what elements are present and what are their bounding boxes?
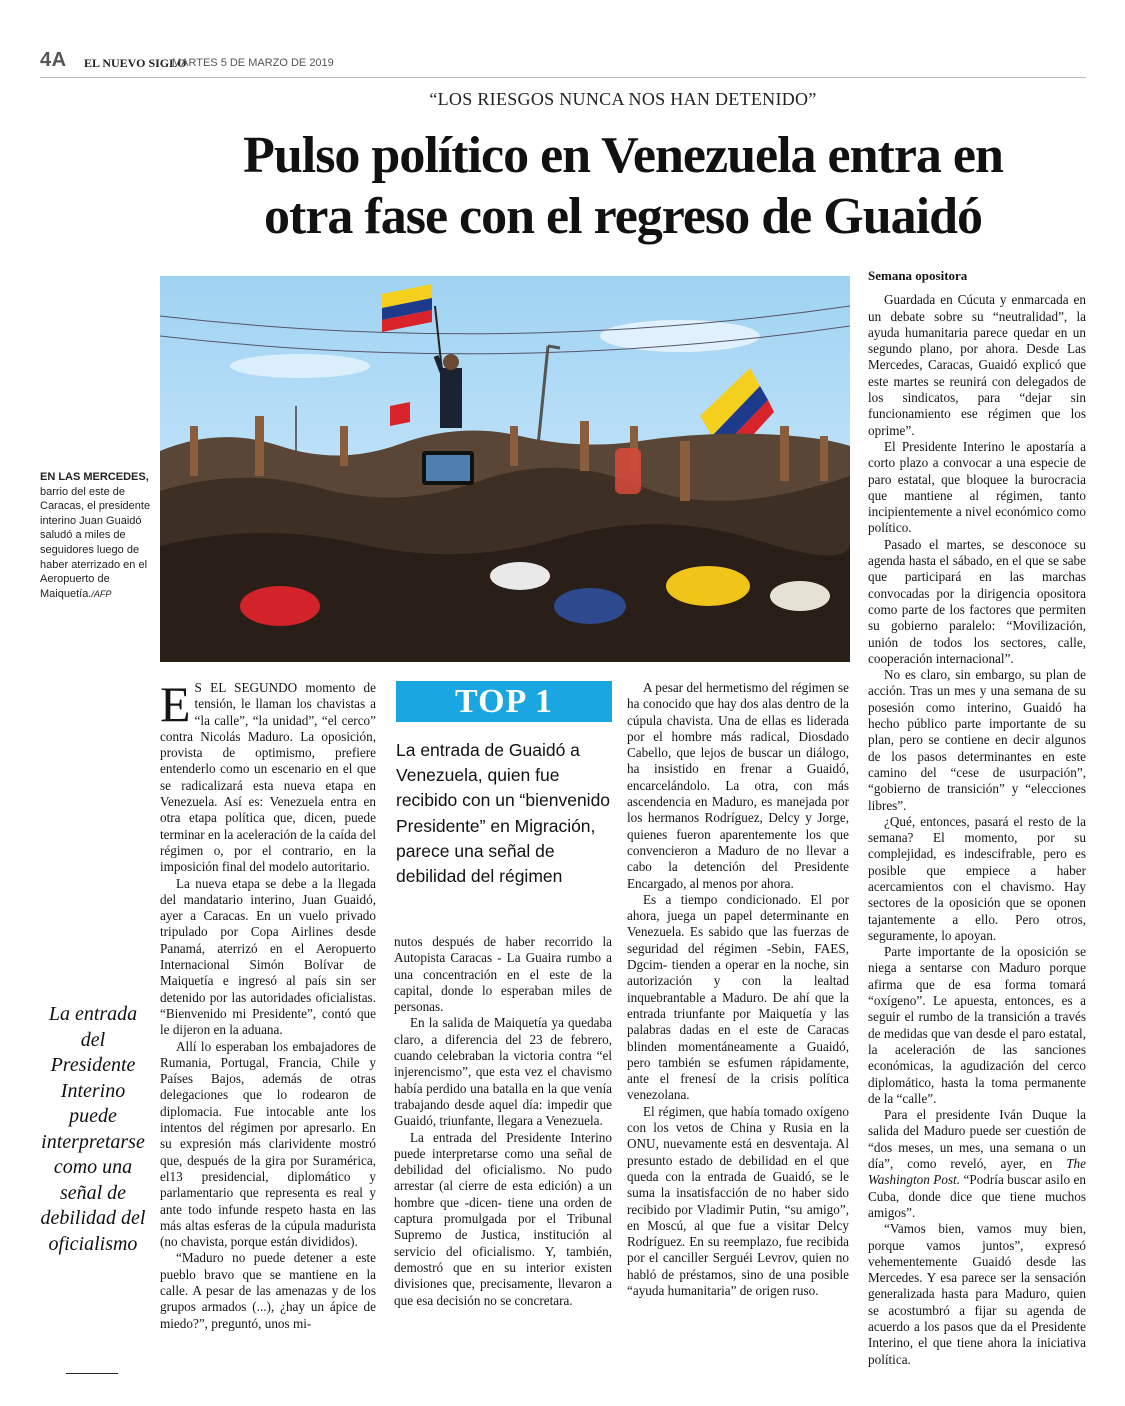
article-column-4 xyxy=(868,268,1086,1368)
col2-paragraph-3: La entrada del Presidente Interino puede interpretarse como una señal de debilidad del oficialismo. No pudo arrestar (al cierre de esta edición) a un hombre que -dicen- tiene una orden de captura promulgada por el Tribunal Supremo de Justica, institución al servicio del oficialismo. Y, también, demostró que en su interior existen divisiones que, precisamente, llevaron a que esa decisión no se concretara. xyxy=(394,1129,612,1308)
crowd-photo xyxy=(160,276,850,662)
kicker: “LOS RIESGOS NUNCA NOS HAN DETENIDO” xyxy=(429,89,817,109)
col3-paragraph-1: A pesar del hermetismo del régimen se ha conocido que hay dos alas dentro de la cúpula chavista. Una de ellas es liderada por el hombre más radical, Diosdado Cabello, que lejos de buscar un diálogo, ha insistido en frenar a Guaidó, encarcelándolo. La otra, con más ascendencia en Maduro, es manejada por los hermanos Rodríguez, Delcy y Jorge, quienes fueron aparentemente los que convencieron a Maduro de no llevar a cabo la detención del Presidente Encargado, al menos por ahora. xyxy=(627,680,849,891)
headline-line-2: otra fase con el regreso de Guaidó xyxy=(264,188,982,245)
col1-paragraph-1: E S EL SEGUNDO momento de tensión, le llaman los chavistas a “la calle”, “la unidad”, “el cerco” contra Nicolás Maduro. La oposición, provista de optimismo, prefiere entenderlo como un escenario en el que se radicalizará esta nueva etapa en Venezuela. Así es: Venezuela entra en otra etapa política que, dicen, puede terminar en la aceleración de la caída del régimen o, por el contrario, en la imposición final del modelo autoritario. xyxy=(160,676,376,875)
col3-paragraph-2: Es a tiempo condicionado. El por ahora, juega un papel determinante en Venezuela. Es sabido que las fuerzas de seguridad del régimen -Sebin, FAES, Dgcim- tienden a operar en la noche, sin autorización y con la lealtad inquebrantable a Maduro. De ahí que la entrada triunfante por Maiquetía y las palabras dadas en el este de Caracas blinden momentáneamente a Guaidó, pero también se esfumen rápidamente, ante el frenesí de la crisis política venezolana. xyxy=(627,891,849,1103)
top1-banner: TOP 1 xyxy=(396,681,612,722)
col4-paragraph-3: Pasado el martes, se desconoce su agenda hasta el sábado, en el que se sabe que participará en las marchas convocadas por la dirigencia opositora como parte de los factores que permiten su gobierno paralelo: “Movilización, unión de todos los sectores, calle, cooperación internacional”. xyxy=(868,536,1086,666)
col4-paragraph-8: “Vamos bien, vamos muy bien, porque vamos juntos”, expresó vehementemente Guaidó desde las Mercedes. Y esa parece ser la sensación generalizada hasta para Maduro, quien se acostumbró a fijar su agenda de acuerdo a los pasos que da el Presidente Interino, el que tiene ahora la iniciativa política. xyxy=(868,1221,1086,1367)
date-line: MARTES 5 DE MARZO DE 2019 xyxy=(172,57,334,69)
newspaper-name: The Washington Post. xyxy=(868,1156,1086,1188)
article-column-2 xyxy=(394,934,612,1309)
col1-paragraph-4: “Maduro no puede detener a este pueblo bravo que se mantiene en la calle. A pesar de las amenazas y de los grupos armados (...), ¿hay un ápice de miedo?”, preguntó, unos mi- xyxy=(160,1250,376,1331)
caption-head: EN LAS MERCEDES, xyxy=(40,471,149,483)
caption-credit: /AFP xyxy=(91,588,112,599)
masthead: EL NUEVO SIGLO xyxy=(84,56,187,70)
col4-paragraph-5: ¿Qué, entonces, pasará el resto de la semana? El momento, por su complejidad, es indescifrable, pero es posible que empiece a haber acercamientos con el chavismo. Hay sectores de la oposición que se oponen tajantemente a ello. Pero otros, seguramente, lo apoyan. xyxy=(868,813,1086,943)
article-column-1 xyxy=(160,676,376,1332)
headline-line-1: Pulso político en Venezuela entra en xyxy=(243,127,1003,184)
col4-paragraph-2: El Presidente Interino le apostaría a corto plazo a convocar a una especie de paro estatal, que bloquee la burocracia que mantiene al régimen, tanto incipientemente a nivel económico como político. xyxy=(868,438,1086,536)
section-subhead: Semana opositora xyxy=(868,268,968,283)
crowd-photo-illustration xyxy=(160,276,850,662)
col3-paragraph-3: El régimen, que había tomado oxígeno con los vetos de China y Rusia en la ONU, nuevamente está en desventaja. Al presunto estado de debilidad en el que queda con la entrada de Guaidó, se le suma la insatisfacción de no haber sido recibido por Vladimir Putin, “su amigo”, en Moscú, al que fue a visitar Delcy Rodríguez. En su reemplazo, fue recibida por el canciller Serguéi Levrov, quien no habló de préstamos, sino de una posible “ayuda humanitaria” de origen ruso. xyxy=(627,1103,849,1298)
col2-paragraph-2: En la salida de Maiquetía ya quedaba claro, a diferencia del 23 de febrero, cuando celebraban la victoria contra “el injerencismo”, que esta vez el chavismo había perdido una batalla en la que venía trabajando desde aquel día: impedir que Guaidó, triunfante, llegara a Venezuela. xyxy=(394,1015,612,1129)
col4-paragraph-6: Parte importante de la oposición se niega a sentarse con Maduro porque afirma que de esa forma tomará “oxígeno”. Le apuesta, entonces, es a seguir el rumbo de la transición a través de medidas que van desde el paro estatal, la aceleración de las sanciones económicas, la agudización del cerco diplomático, hasta la toma permanente de la “calle”. xyxy=(868,944,1086,1106)
col2-paragraph-1: nutos después de haber recorrido la Autopista Caracas - La Guaira rumbo a una concentración en el este de la capital, donde lo esperaban miles de personas. xyxy=(394,934,612,1015)
col4-paragraph-1: Guardada en Cúcuta y enmarcada en un debate sobre su “neutralidad”, la ayuda humanitaria parece quedar en un segundo plano, por ahora. Desde Las Mercedes, Caracas, Guaidó explicó que este martes se reunirá con delegados de los sindicatos, para “dejar sin funcionamiento ese régimen que los oprime”. xyxy=(868,292,1086,438)
page-number: 4A xyxy=(40,49,67,71)
photo-caption xyxy=(40,470,152,601)
col1-paragraph-2: La nueva etapa se debe a la llegada del mandatario interino, Juan Guaidó, ayer a Caracas. En un vuelo privado tripulado por Copa Airlines desde Panamá, aterrizó en el Aeropuerto Internacional Simón Bolívar de Maiquetía e ingresó al país sin ser detenido por las autoridades oficialistas. “Bienvenido mi Presidente”, contó que le dijeron en la aduana. xyxy=(160,875,376,1038)
article-column-3 xyxy=(627,680,849,1299)
drop-cap: E xyxy=(160,676,191,732)
pull-quote-rule xyxy=(66,1373,118,1374)
headline xyxy=(150,125,1096,247)
col1-paragraph-3: Allí lo esperaban los embajadores de Rumania, Portugal, Francia, Chile y Países Bajos, además de otras delegaciones que lo rodearon de diplomacia. Fue intocable ante los intentos del régimen por apresarlo. En su expresión más clarividente mostró que, después de la gira por Suramérica, el13 presidencial, diplomático y parlamentario que representa es real y ante todo infunde respeto hasta en las más altas esferas de la cúpula madurista (no chavista, porque están divididos). xyxy=(160,1038,376,1250)
col4-paragraph-4: No es claro, sin embargo, su plan de acción. Tras un mes y una semana de su posesión como interino, Guaidó ha hecho público parte importante de su plan, pero se contiene en decir algunos de los pasos determinantes en este camino del “cese de usurpación”, “gobierno de transición” y “elecciones libres”. xyxy=(868,667,1086,813)
header-rule xyxy=(40,77,1086,78)
col1-lead: S EL SEGUNDO xyxy=(194,680,298,695)
pull-quote: La entrada del Presidente Interino puede interpretarse como una señal de debilidad del oficialismo xyxy=(40,1003,146,1255)
col4-paragraph-7: Para el presidente Iván Duque la salida del Maduro puede ser cuestión de “dos meses, un mes, una semana o un día”, como reveló, ayer, en The Washington Post. “Podría buscar asilo en Cuba, donde dice que tiene muchos amigos”. xyxy=(868,1107,1086,1220)
top1-text: La entrada de Guaidó a Venezuela, quien fue recibido con un “bienvenido Presidente” en Migración, parece una señal de debilidad del régimen xyxy=(396,740,611,887)
caption-text: barrio del este de Caracas, el presidente interino Juan Guaidó saludó a miles de seguidores luego de haber aterrizado en el Aeropuerto de Maiquetía. xyxy=(40,485,151,600)
